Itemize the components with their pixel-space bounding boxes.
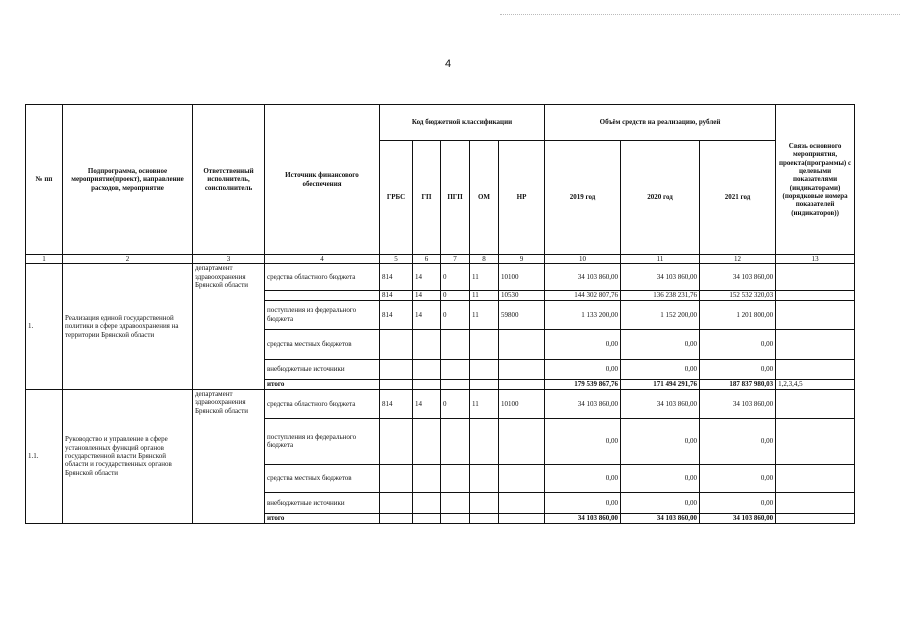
amount-2019: 0,00 — [545, 418, 621, 464]
column-number: 4 — [265, 255, 380, 264]
header-om: ОМ — [470, 141, 499, 255]
amount-2020: 0,00 — [621, 359, 700, 379]
om-cell — [470, 359, 499, 379]
header-program: Подпрограмма, основное мероприятие(проект), направление расходов, мероприятие — [63, 105, 193, 255]
amount-2021: 0,00 — [700, 418, 776, 464]
section-responsible: департамент здравоохранения Брянской области — [193, 264, 265, 389]
nr-cell — [499, 492, 545, 513]
source-cell: средства местных бюджетов — [265, 329, 380, 359]
source-cell — [265, 291, 380, 300]
link-cell — [776, 300, 855, 329]
link-cell — [776, 418, 855, 464]
amount-2019: 0,00 — [545, 329, 621, 359]
amount-2021: 0,00 — [700, 492, 776, 513]
grbs-cell — [380, 464, 413, 492]
grbs-cell: 814 — [380, 389, 413, 418]
grbs-cell — [380, 329, 413, 359]
source-cell: внебюджетные источники — [265, 492, 380, 513]
column-number: 8 — [470, 255, 499, 264]
header-source: Источник финансового обеспечения — [265, 105, 380, 255]
amount-2020: 0,00 — [621, 418, 700, 464]
nr-cell: 10100 — [499, 389, 545, 418]
grbs-cell — [380, 418, 413, 464]
nr-cell: 59800 — [499, 300, 545, 329]
section-name: Реализация единой государственной политики в сфере здравоохранения на территории Брянской области — [63, 264, 193, 389]
pgp-cell — [441, 492, 470, 513]
amount-2021: 34 103 860,00 — [700, 513, 776, 523]
gp-cell — [413, 418, 441, 464]
amount-2021: 0,00 — [700, 464, 776, 492]
om-cell: 11 — [470, 264, 499, 291]
gp-cell — [413, 329, 441, 359]
grbs-cell — [380, 513, 413, 523]
section-name: Руководство и управление в сфере установленных функций органов государственной власти Брянской области и государственных органов Брянской области — [63, 389, 193, 523]
header-volume: Объём средств на реализацию, рублей — [545, 105, 776, 141]
nr-cell — [499, 464, 545, 492]
column-number: 10 — [545, 255, 621, 264]
table-row — [26, 389, 855, 418]
header-responsible: Ответственный исполнитель, соисполнитель — [193, 105, 265, 255]
pgp-cell — [441, 418, 470, 464]
pgp-cell: 0 — [441, 300, 470, 329]
amount-2021: 34 103 860,00 — [700, 264, 776, 291]
gp-cell — [413, 492, 441, 513]
column-number: 11 — [621, 255, 700, 264]
grbs-cell: 814 — [380, 291, 413, 300]
pgp-cell: 0 — [441, 389, 470, 418]
om-cell — [470, 464, 499, 492]
pgp-cell: 0 — [441, 291, 470, 300]
gp-cell — [413, 464, 441, 492]
amount-2020: 34 103 860,00 — [621, 264, 700, 291]
amount-2020: 0,00 — [621, 464, 700, 492]
pgp-cell: 0 — [441, 264, 470, 291]
grbs-cell: 814 — [380, 264, 413, 291]
column-number: 9 — [499, 255, 545, 264]
amount-2019: 179 539 867,76 — [545, 379, 621, 389]
column-number: 1 — [26, 255, 63, 264]
pgp-cell — [441, 359, 470, 379]
gp-cell: 14 — [413, 300, 441, 329]
om-cell — [470, 513, 499, 523]
amount-2019: 0,00 — [545, 492, 621, 513]
amount-2020: 34 103 860,00 — [621, 513, 700, 523]
amount-2020: 136 238 231,76 — [621, 291, 700, 300]
amount-2020: 34 103 860,00 — [621, 389, 700, 418]
header-budget-code: Код бюджетной классификации — [380, 105, 545, 141]
gp-cell — [413, 359, 441, 379]
nr-cell: 10530 — [499, 291, 545, 300]
pgp-cell — [441, 464, 470, 492]
budget-table — [25, 104, 855, 524]
column-number: 3 — [193, 255, 265, 264]
link-cell — [776, 464, 855, 492]
amount-2020: 171 494 291,76 — [621, 379, 700, 389]
header-2021: 2021 год — [700, 141, 776, 255]
gp-cell: 14 — [413, 291, 441, 300]
amount-2021: 152 532 320,03 — [700, 291, 776, 300]
om-cell: 11 — [470, 389, 499, 418]
gp-cell: 14 — [413, 389, 441, 418]
header-link: Связь основного мероприятия, проекта(программы) с целевыми показателями (индикаторами) (порядковые номера показателей (индикаторов)) — [776, 105, 855, 255]
grbs-cell: 814 — [380, 300, 413, 329]
amount-2020: 0,00 — [621, 329, 700, 359]
header-nr: НР — [499, 141, 545, 255]
gp-cell: 14 — [413, 264, 441, 291]
top-edge-artifact — [500, 14, 900, 16]
link-cell — [776, 291, 855, 300]
header-pgp: ПГП — [441, 141, 470, 255]
grbs-cell — [380, 359, 413, 379]
grbs-cell — [380, 492, 413, 513]
pgp-cell — [441, 513, 470, 523]
source-cell: итого — [265, 379, 380, 389]
link-cell — [776, 329, 855, 359]
link-cell — [776, 492, 855, 513]
om-cell: 11 — [470, 300, 499, 329]
gp-cell — [413, 513, 441, 523]
amount-2020: 1 152 200,00 — [621, 300, 700, 329]
nr-cell — [499, 359, 545, 379]
link-cell — [776, 264, 855, 291]
header-2020: 2020 год — [621, 141, 700, 255]
nr-cell — [499, 329, 545, 359]
page-number: 4 — [445, 58, 452, 70]
column-number: 6 — [413, 255, 441, 264]
amount-2019: 144 302 807,76 — [545, 291, 621, 300]
column-number: 5 — [380, 255, 413, 264]
nr-cell — [499, 513, 545, 523]
grbs-cell — [380, 379, 413, 389]
source-cell: средства местных бюджетов — [265, 464, 380, 492]
nr-cell: 10100 — [499, 264, 545, 291]
source-cell: поступления из федерального бюджета — [265, 418, 380, 464]
amount-2021: 0,00 — [700, 329, 776, 359]
amount-2019: 1 133 200,00 — [545, 300, 621, 329]
header-grbs: ГРБС — [380, 141, 413, 255]
link-cell — [776, 389, 855, 418]
header-no: № пп — [26, 105, 63, 255]
header-row-1 — [26, 105, 855, 141]
amount-2019: 34 103 860,00 — [545, 264, 621, 291]
source-cell: итого — [265, 513, 380, 523]
link-cell: 1,2,3,4,5 — [776, 379, 855, 389]
column-number: 12 — [700, 255, 776, 264]
source-cell: внебюджетные источники — [265, 359, 380, 379]
column-number-row — [26, 255, 855, 264]
nr-cell — [499, 418, 545, 464]
header-2019: 2019 год — [545, 141, 621, 255]
link-cell — [776, 513, 855, 523]
source-cell: средства областного бюджета — [265, 264, 380, 291]
amount-2019: 0,00 — [545, 359, 621, 379]
table-row — [26, 264, 855, 291]
header-gp: ГП — [413, 141, 441, 255]
amount-2019: 34 103 860,00 — [545, 389, 621, 418]
amount-2019: 34 103 860,00 — [545, 513, 621, 523]
amount-2021: 1 201 800,00 — [700, 300, 776, 329]
om-cell — [470, 418, 499, 464]
nr-cell — [499, 379, 545, 389]
om-cell — [470, 329, 499, 359]
amount-2020: 0,00 — [621, 492, 700, 513]
section-number: 1.1. — [26, 389, 63, 523]
amount-2021: 34 103 860,00 — [700, 389, 776, 418]
section-responsible: департамент здравоохранения Брянской области — [193, 389, 265, 523]
column-number: 2 — [63, 255, 193, 264]
amount-2021: 187 837 980,03 — [700, 379, 776, 389]
link-cell — [776, 359, 855, 379]
om-cell: 11 — [470, 291, 499, 300]
pgp-cell — [441, 329, 470, 359]
amount-2019: 0,00 — [545, 464, 621, 492]
om-cell — [470, 492, 499, 513]
om-cell — [470, 379, 499, 389]
source-cell: поступления из федерального бюджета — [265, 300, 380, 329]
pgp-cell — [441, 379, 470, 389]
column-number: 13 — [776, 255, 855, 264]
amount-2021: 0,00 — [700, 359, 776, 379]
source-cell: средства областного бюджета — [265, 389, 380, 418]
gp-cell — [413, 379, 441, 389]
column-number: 7 — [441, 255, 470, 264]
section-number: 1. — [26, 264, 63, 389]
